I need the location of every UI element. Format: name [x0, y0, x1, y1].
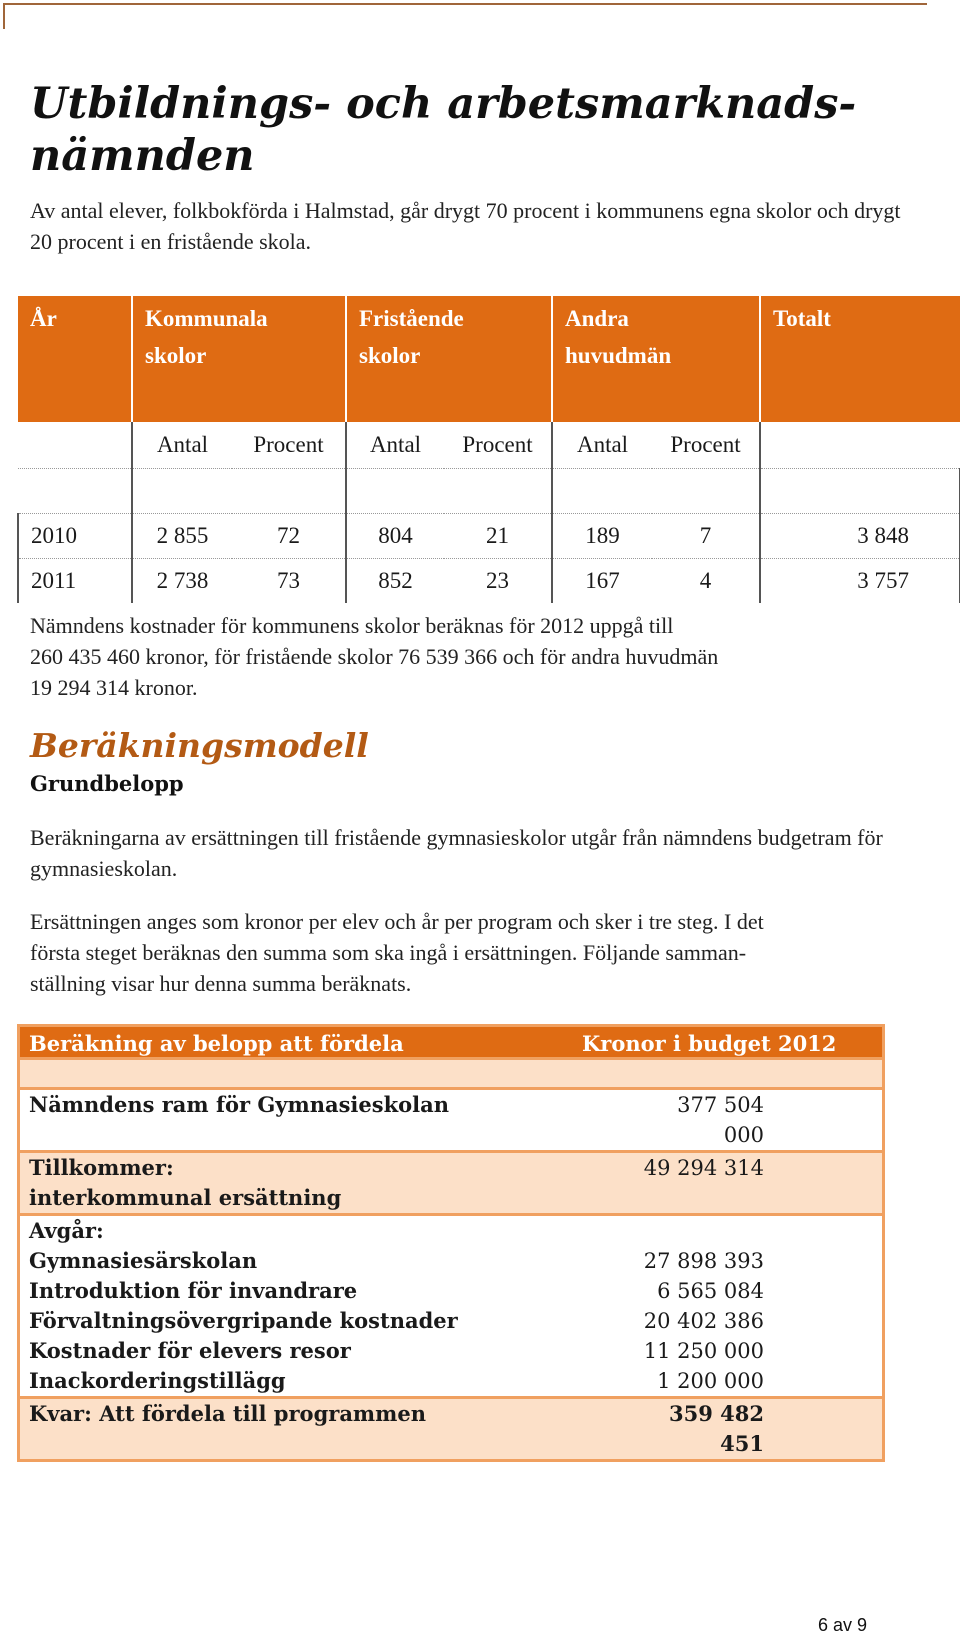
table-subheader-row [18, 422, 960, 469]
page-title [30, 78, 910, 182]
costs-line: 260 435 460 kronor, för fristående skolor 76 539 366 och för andra huvudmän [30, 644, 719, 669]
budget-table [17, 1024, 885, 1462]
cell-value: 2 738 [132, 559, 232, 604]
intro-paragraph: Av antal elever, folkbokförda i Halmstad, går drygt 70 procent i kommunens egna skolor och drygt 20 procent i en fristående skola. [30, 198, 901, 254]
budget-deduction-labels [20, 1216, 636, 1396]
budget-value: 49 294 314 [643, 1156, 764, 1180]
budget-header-row [20, 1027, 882, 1060]
cell-value: 4 [699, 568, 712, 593]
sub-antal: Antal [346, 422, 444, 469]
cell-value: 23 [486, 568, 509, 593]
section-title: Beräkningsmodell [30, 726, 369, 765]
budget-header-label: Beräkning av belopp att fördela [29, 1031, 404, 1056]
cell-total: 3 848 [760, 514, 960, 559]
cell-value: 72 [232, 514, 346, 559]
cell-value: 189 [552, 514, 652, 559]
budget-header-value: Kronor i budget 2012 [582, 1031, 837, 1056]
cell-year: 2011 [18, 559, 132, 604]
deduction-value: 1 200 000 [657, 1369, 764, 1393]
para-line: Ersättningen anges som kronor per elev och år per program och sker i tre steg. I det [30, 909, 764, 934]
sub-procent: Procent [444, 422, 552, 469]
table-row [18, 559, 960, 604]
subsection-title: Grundbelopp [30, 771, 184, 796]
budget-value: 377 504 000 [677, 1093, 764, 1147]
header-andra: Andra huvudmän [552, 296, 760, 422]
table-header-row [18, 296, 960, 422]
para-line: första steget beräknas den summa som ska ingå i ersättningen. Följande samman- [30, 940, 747, 965]
costs-paragraph [30, 610, 920, 703]
deduction-label: Förvaltningsövergripande kostnader [29, 1308, 458, 1333]
body-paragraph-2 [30, 906, 920, 999]
table-row [18, 514, 960, 559]
page-number: 6 av 9 [818, 1615, 868, 1635]
budget-row-kvar [20, 1399, 882, 1459]
cell-value: 73 [277, 568, 300, 593]
header-fristaende: Fristående skolor [346, 296, 552, 422]
cell-value: 7 [652, 514, 760, 559]
budget-value: 359 482 451 [669, 1401, 764, 1456]
budget-label: Nämndens ram för Gymnasieskolan [29, 1092, 449, 1117]
budget-row-ram [20, 1090, 882, 1153]
body-paragraph-1: Beräkningarna av ersättningen till fristående gymnasieskolor utgår från nämndens budgetram för gymnasieskolan. [30, 825, 883, 881]
header-year: År [18, 296, 132, 422]
header-kommunala: Kommunala skolor [132, 296, 346, 422]
deduction-value: 11 250 000 [643, 1339, 764, 1363]
table-spacer-row [18, 469, 960, 514]
cell-value: 852 [346, 559, 444, 604]
deduction-value: 20 402 386 [643, 1309, 764, 1333]
header-totalt: Totalt [760, 296, 960, 422]
deduction-label: Introduktion för invandrare [29, 1278, 358, 1303]
sub-procent: Procent [232, 422, 346, 469]
costs-line: 19 294 314 kronor. [30, 675, 198, 700]
budget-label-line: interkommunal ersättning [29, 1185, 342, 1210]
cell-total: 3 757 [760, 559, 960, 604]
sub-procent: Procent [652, 422, 760, 469]
student-distribution-table [17, 296, 960, 603]
page-title-line-1: Utbildnings- och arbetsmarknads- [30, 79, 857, 129]
cell-year: 2010 [18, 514, 132, 559]
budget-label: Kvar: Att fördela till programmen [29, 1401, 426, 1426]
budget-deduction-values [636, 1216, 882, 1396]
sub-antal: Antal [132, 422, 232, 469]
avgar-label: Avgår: [29, 1218, 104, 1243]
cell-value: 21 [444, 514, 552, 559]
para-line: ställning visar hur denna summa beräknats. [30, 971, 412, 996]
budget-spacer-row [20, 1060, 882, 1090]
deduction-value: 6 565 084 [657, 1279, 764, 1303]
budget-row-avgar [20, 1216, 882, 1399]
cell-value: 167 [552, 559, 652, 604]
cell-value: 2 855 [132, 514, 232, 559]
budget-row-tillkommer [20, 1153, 882, 1216]
deduction-label: Gymnasiesärskolan [29, 1248, 258, 1273]
page-corner-frame [3, 3, 927, 29]
deduction-label: Inackorderingstillägg [29, 1368, 286, 1393]
page-title-line-2: nämnden [30, 131, 255, 181]
costs-line: Nämndens kostnader för kommunens skolor beräknas för 2012 uppgå till [30, 613, 674, 638]
budget-label [20, 1153, 636, 1213]
cell-value: 804 [346, 514, 444, 559]
deduction-value: 27 898 393 [643, 1249, 764, 1273]
budget-label-line: Tillkommer: [29, 1155, 174, 1180]
sub-antal: Antal [552, 422, 652, 469]
deduction-label: Kostnader för elevers resor [29, 1338, 351, 1363]
